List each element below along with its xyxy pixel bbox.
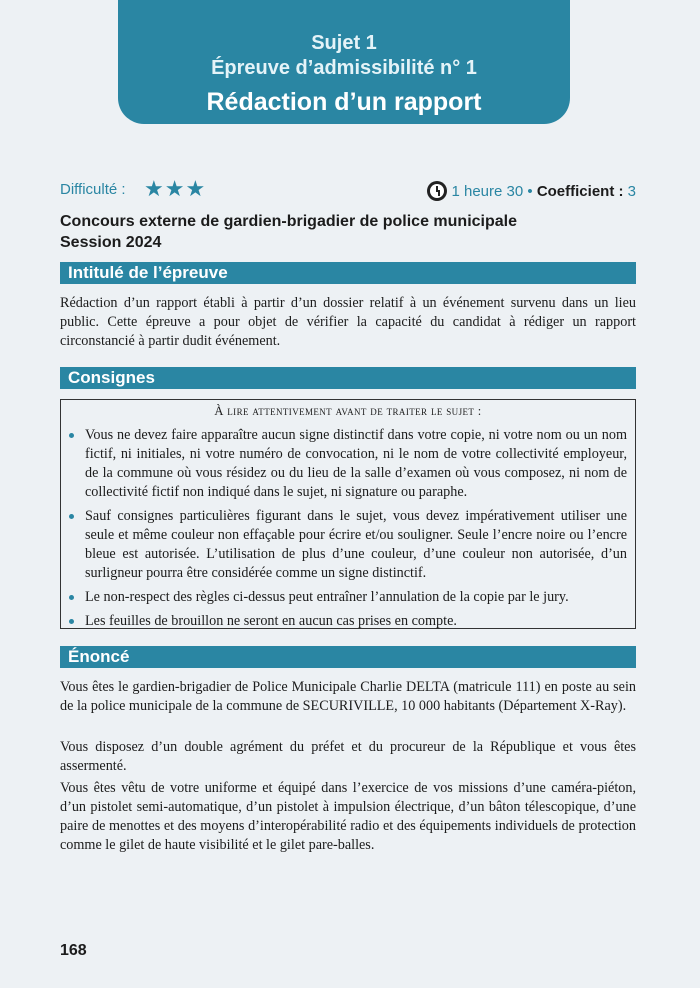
page-number: 168 (60, 942, 87, 959)
contest-title (60, 211, 517, 253)
coefficient-label: Coefficient : (536, 183, 624, 200)
section-header-intitule: Intitulé de l’épreuve (60, 262, 636, 284)
consignes-list (61, 426, 635, 636)
contest-name: Concours externe de gardien-brigadier de police municipale (60, 213, 517, 230)
consignes-box-heading: À lire attentivement avant de traiter le sujet : (214, 404, 482, 418)
coefficient-value: 3 (627, 183, 636, 200)
intitule-text: Rédaction d’un rapport établi à partir d’un dossier relatif à un événement survenu dans un lieu public. Cette épreuve a pour objet de vérifier la capacité du candidat à rédiger un rapport circonstancié à partir dudit événement. (60, 295, 636, 349)
consignes-box (60, 399, 636, 629)
contest-session: Session 2024 (60, 234, 162, 251)
exam-meta (60, 177, 636, 203)
subject-number: Sujet 1 (311, 32, 377, 54)
list-item: Vous ne devez faire apparaître aucun signe distinctif dans votre copie, ni votre nom ou un nom fictif, ni initiales, ni votre numéro de convocation, ni le nom de votre collectivité employeur, de la commune où vous résidez ou du lieu de la salle d’examen où vous composez, ni nom de collectivité fictif non indiqué dans le sujet, ni signature ou paraphe. (85, 427, 627, 500)
list-item: Sauf consignes particulières figurant dans le sujet, vous devez impérativement utiliser une seule et même couleur non effaçable pour écrire et/ou souligner. Seule l’encre noire ou l’encre bleue est autorisée. L’utilisation de plus d’une couleur, d’une couleur non autorisée, d’un surligneur pourra être considérée comme un signe distinctif. (85, 508, 627, 581)
list-item: Le non-respect des règles ci-dessus peut entraîner l’annulation de la copie par le jury. (85, 588, 627, 607)
list-item: Les feuilles de brouillon ne seront en aucun cas prises en compte. (85, 612, 627, 631)
difficulty-label: Difficulté : (60, 181, 126, 198)
duration-value: 1 heure 30 (451, 183, 524, 200)
title-banner (118, 0, 570, 124)
page-title: Rédaction d’un rapport (206, 88, 482, 116)
clock-icon (427, 181, 447, 201)
exam-stage: Épreuve d’admissibilité n° 1 (211, 57, 477, 79)
enonce-paragraph: Vous disposez d’un double agrément du préfet et du procureur de la République et vous êtes assermenté. (60, 739, 636, 774)
enonce-paragraph: Vous êtes le gardien-brigadier de Police Municipale Charlie DELTA (matricule 111) en poste au sein de la police municipale de la commune de SECURIVILLE, 10 000 habitants (Département X-Ray). (60, 679, 636, 714)
section-header-consignes: Consignes (60, 367, 636, 389)
meta-separator: • (527, 183, 533, 200)
difficulty-stars-icon: ★★★ (144, 176, 207, 201)
duration-info (427, 181, 636, 201)
section-header-enonce: Énoncé (60, 646, 636, 668)
enonce-paragraph: Vous êtes vêtu de votre uniforme et équipé dans l’exercice de vos missions d’une caméra-piéton, d’un pistolet semi-automatique, d’un pistolet à impulsion électrique, d’un bâton télescopique, d’une paire de menottes et des moyens d’interopérabilité radio et des équipements individuels de protection comme le gilet de haute visibilité et le gilet pare-balles. (60, 780, 636, 853)
